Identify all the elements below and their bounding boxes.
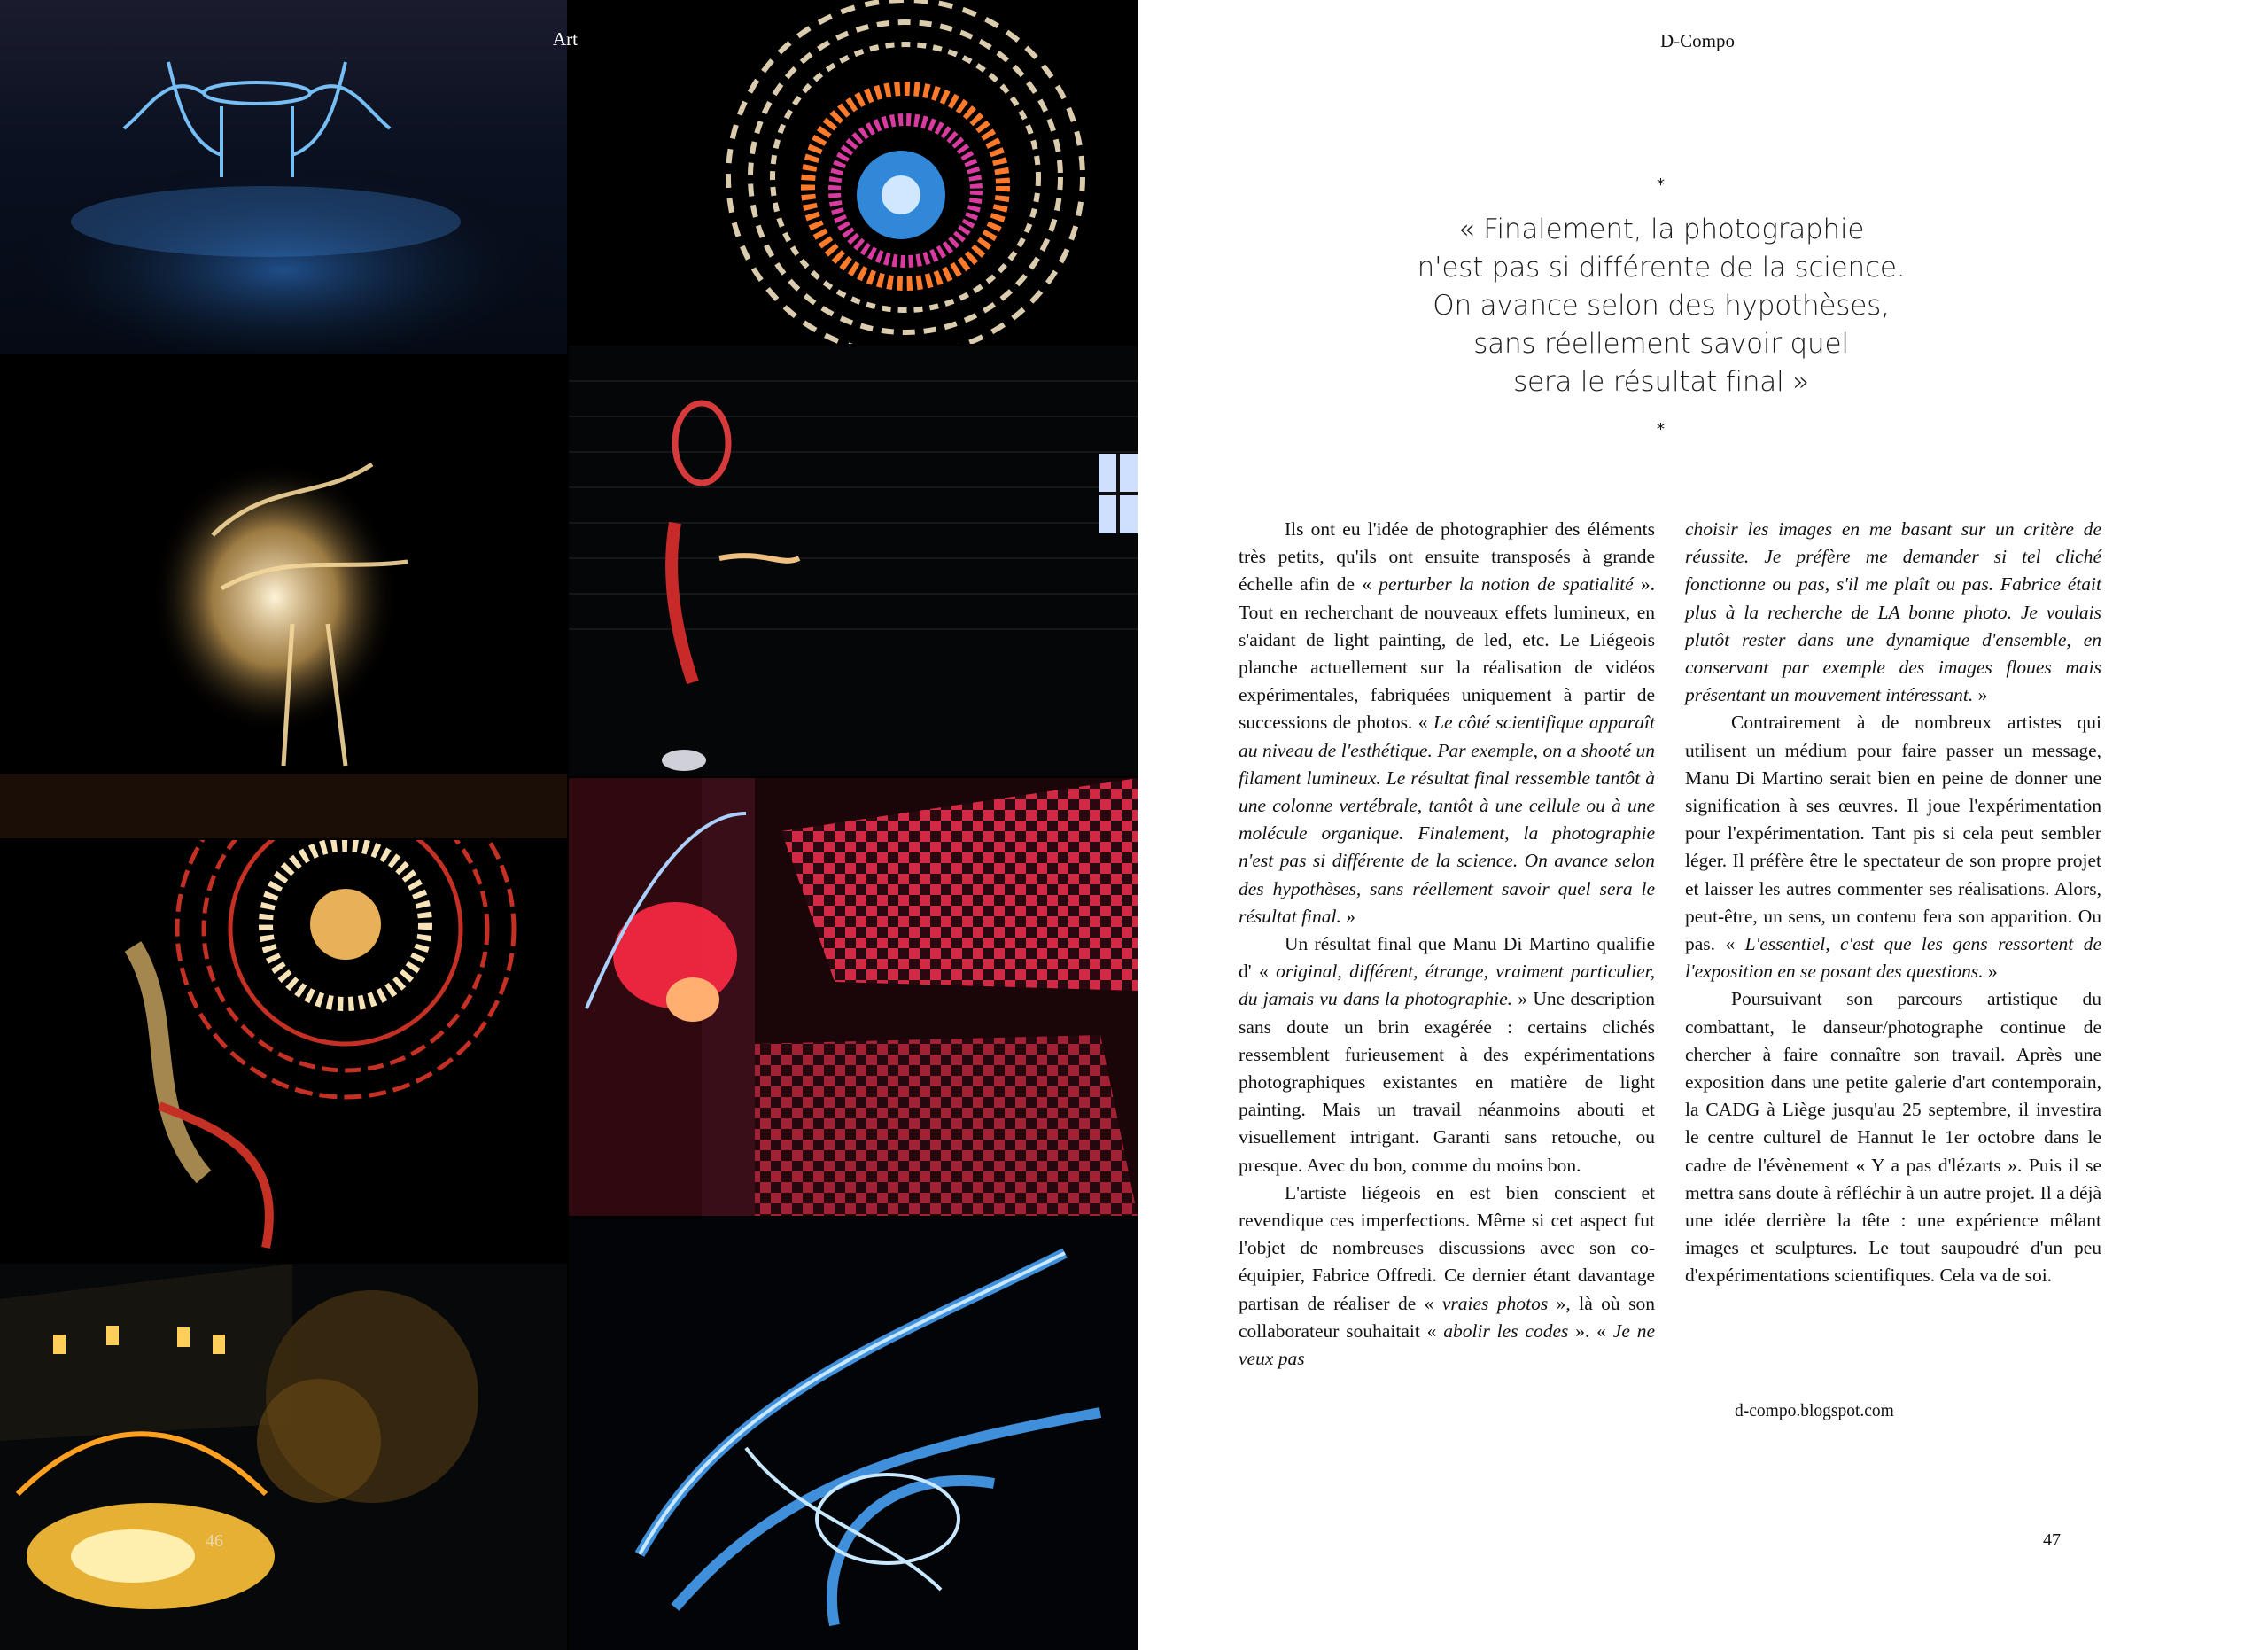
article-paragraph: Un résultat final que Manu Di Martino qualifie d' « original, différent, étrange, vraiment particulier, du jamais vu dans la photographie. » Une description sans doute un brin exagérée : certains clichés ressemblent furieusement à des expérimentations photographiques existantes en matière de light painting. Mais un travail néanmoins abouti et visuellement intrigant. Garanti sans retouche, ou presque. Avec du bon, comme du moins bon. — [1239, 933, 1655, 1176]
photo-red-spiral-wheel — [0, 840, 567, 1262]
quote-star-top: * — [1657, 175, 1665, 194]
blog-link[interactable]: d-compo.blogspot.com — [1735, 1402, 1894, 1420]
pull-quote-line: sera le résultat final » — [1513, 366, 1809, 398]
article-column-left — [1239, 516, 1655, 1373]
photo-yellow-light-trees — [0, 1264, 567, 1650]
article-paragraph: L'artiste liégeois en est bien conscient et revendique ces imperfections. Même si cet aspect fut l'objet de nombreuses discussions avec son co-équipier, Fabrice Offredi. Ce dernier étant davantage partisan de réaliser de « vraies photos », là où son collaborateur souhaitait « abolir les codes ». « Je ne veux pas — [1239, 1181, 1655, 1370]
pull-quote-line: « Finalement, la photographie — [1457, 214, 1865, 245]
photo-blue-light-trails — [569, 1218, 1138, 1650]
page-number-left: 46 — [206, 1531, 223, 1551]
article-paragraph: Contrairement à de nombreux artistes qui utilisent un médium pour faire passer un message, Manu Di Martino serait bien en peine de donner une signification à ses œuvres. Il joue l'expérimentation pour l'expérimentation. Tant pis si cela peut sembler léger. Il préfère être le spectateur de son propre projet et laisser les autres commenter ses réalisations. Alors, peut-être, un sens, un contenu fera son apparition. Ou pas. « L'essentiel, c'est que les gens ressortent de l'exposition en se posant des questions. » — [1685, 712, 2101, 983]
pull-quote-line: n'est pas si différente de la science. — [1417, 252, 1906, 284]
section-label: Art — [553, 28, 578, 50]
article-paragraph: Ils ont eu l'idée de photographier des éléments très petits, qu'ils ont ensuite transposés à grande échelle afin de « perturber la notion de spatialité ». Tout en recherchant de nouveaux effets lumineux, en s'aidant de light painting, de led, etc. Le Liégeois planche actuellement sur la réalisation de vidéos expérimentales, fabriquées uniquement à partir de successions de photos. « Le côté scientifique apparaît au niveau de l'esthétique. Par exemple, on a shooté un filament lumineux. Le résultat final ressemble tantôt à une colonne vertébrale, tantôt à une cellule ou à une molécule organique. Finalement, la photographie n'est pas si différente de la science. On avance selon des hypothèses, sans réellement savoir quel sera le résultat final. » — [1239, 518, 1655, 927]
magazine-label: D-Compo — [1660, 30, 1735, 51]
pull-quote-line: On avance selon des hypothèses, — [1433, 290, 1890, 322]
photo-blue-light-creature — [0, 0, 567, 354]
article-paragraph: Poursuivant son parcours artistique du combattant, le danseur/photographe continue de chercher à faire connaître son travail. Après une exposition dans une petite galerie d'art contemporain, la CADG à Liège jusqu'au 25 septembre, il investira le centre culturel de Hannut le 1er octobre dans le cadre de l'évènement « Y a pas d'lézarts ». Puis il se mettra sans doute à réfléchir à un autre projet. Il a déjà une idée derrière la tête : une expérience mêlant images et sculptures. Le tout saupoudré d'un peu d'expérimentations scientifiques. Cela va de soi. — [1685, 988, 2101, 1287]
article-paragraph: choisir les images en me basant sur un critère de réussite. Je préfère me demander si tel cliché fonctionne ou pas, s'il me plaît ou pas. Fabrice était plus à la recherche de LA bonne photo. Je voulais plutôt rester dans une dynamique d'ensemble, en conservant par exemple des images floues mais présentant un mouvement intéressant. » — [1685, 518, 2101, 706]
pull-quote — [1320, 211, 2002, 401]
quote-star-bottom: * — [1657, 420, 1665, 439]
photo-golden-figure — [0, 358, 567, 838]
photo-spiral-rainbow-wheel — [569, 0, 1138, 344]
article-column-right — [1685, 516, 2101, 1290]
photo-red-checkered-room — [569, 778, 1138, 1216]
pull-quote-line: sans réellement savoir quel — [1473, 328, 1849, 360]
page-number-right: 47 — [2043, 1530, 2061, 1550]
photo-figure-red-light-window — [569, 346, 1138, 776]
